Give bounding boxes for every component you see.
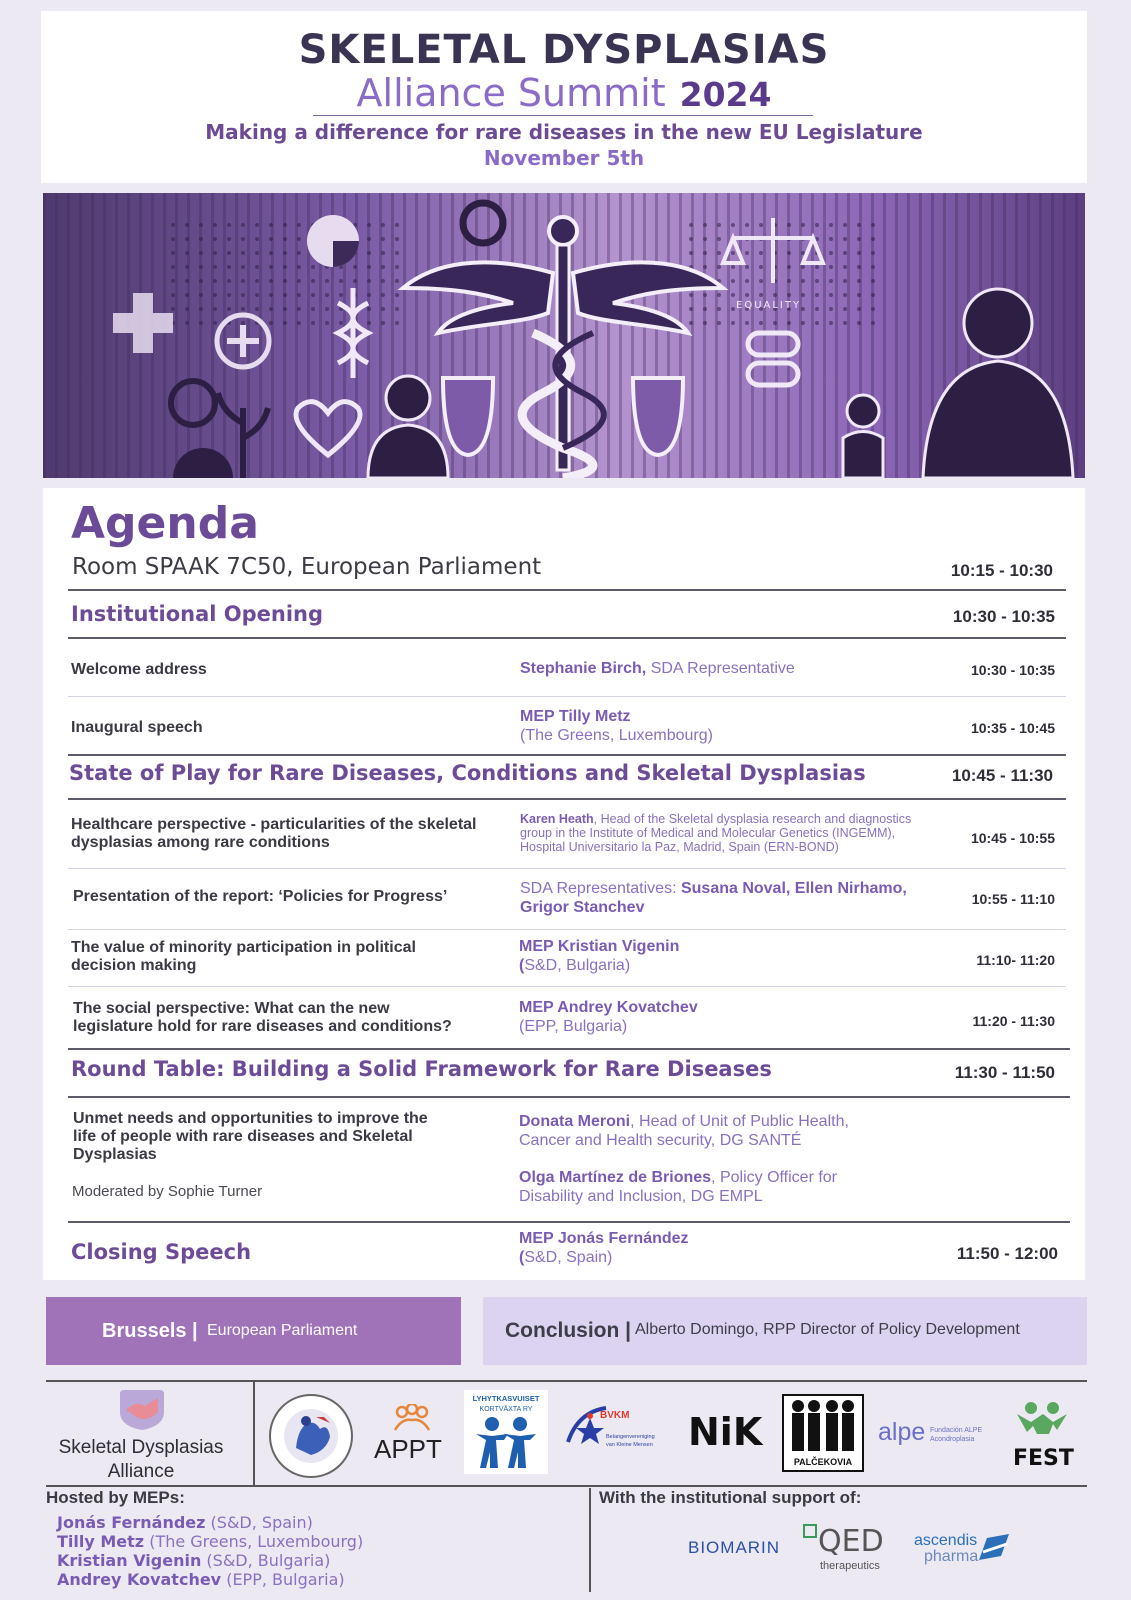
divider (253, 1382, 255, 1485)
fest-logo-icon (1013, 1400, 1071, 1436)
divider (68, 986, 1066, 987)
agenda-item-speaker: Olga Martínez de Briones, Policy Officer for Disability and Inclusion, DG EMPL (519, 1169, 838, 1205)
svg-text:KORTVÄXTA RY: KORTVÄXTA RY (479, 1406, 533, 1413)
section-title-opening: Institutional Opening (71, 602, 324, 626)
section-time-state-of-play: 10:45 - 11:30 (951, 766, 1053, 785)
agenda-item-title: The social perspective: What can the new legislature hold for rare diseases and conditions? (73, 1000, 452, 1035)
mep-host: Kristian Vigenin (S&D, Bulgaria) (57, 1551, 331, 1570)
svg-text:Belangenvereniging: Belangenvereniging (606, 1434, 655, 1440)
sda-logo-icon (118, 1386, 166, 1432)
agenda-item-title: Welcome address (71, 661, 207, 678)
mep-host: Andrey Kovatchev (EPP, Bulgaria) (57, 1570, 345, 1589)
event-subtitle-line (41, 71, 1087, 115)
section-time-closing: 11:50 - 12:00 (956, 1244, 1058, 1263)
agenda-item-time: 10:45 - 10:55 (970, 830, 1055, 846)
agenda-item-title: Unmet needs and opportunities to improve the life of people with rare diseases and Skeletal Dysplasias (73, 1110, 428, 1163)
agenda-item-title: Presentation of the report: ‘Policies for Progress’ (73, 888, 448, 905)
section-title-state-of-play: State of Play for Rare Diseases, Conditions and Skeletal Dysplasias (69, 761, 866, 785)
agenda-item-time: 11:10- 11:20 (976, 952, 1055, 968)
agenda-item-time: 11:20 - 11:30 (972, 1013, 1055, 1029)
agenda-item-title: The value of minority participation in political decision making (71, 939, 416, 974)
event-date: November 5th (483, 146, 645, 170)
divider (68, 868, 1066, 869)
equality-text: EQUALITY (736, 300, 802, 311)
divider (68, 1048, 1070, 1050)
mep-host: Tilly Metz (The Greens, Luxembourg) (57, 1532, 364, 1551)
little-people-bulgaria-logo (268, 1393, 354, 1479)
moderator: Moderated by Sophie Turner (72, 1183, 263, 1200)
agenda-item-title: Inaugural speech (71, 719, 203, 736)
divider (68, 1221, 1070, 1223)
appt-logo-icon (392, 1404, 432, 1432)
agenda-item-speaker: MEP Jonás Fernández (S&D, Spain) (519, 1230, 689, 1266)
agenda-item-time: 10:30 - 10:35 (970, 662, 1055, 678)
agenda-item-time: 10:55 - 11:10 (971, 891, 1055, 907)
sda-logo-text: Skeletal Dysplasias Alliance (58, 1437, 224, 1482)
section-title-closing: Closing Speech (71, 1240, 252, 1264)
agenda-item-time: 10:35 - 10:45 (970, 720, 1055, 736)
palcekovia-people-icon (784, 1396, 862, 1454)
agenda-item-title: Healthcare perspective - particularities of the skeletal dysplasias among rare conditions (71, 816, 477, 851)
qed-logo-text: QED (818, 1524, 884, 1559)
agenda-item-speaker: MEP Tilly Metz (The Greens, Luxembourg) (520, 708, 713, 744)
agenda-item-speaker: MEP Andrey Kovatchev (EPP, Bulgaria) (519, 999, 698, 1035)
ascendis-logo-text: ascendis pharma (914, 1532, 979, 1565)
mep-host: Jonás Fernández (S&D, Spain) (57, 1513, 313, 1532)
alpe-logo-text: alpe (878, 1418, 926, 1446)
agenda-title: Agenda (71, 498, 259, 549)
event-title: SKELETAL DYSPLASIAS (298, 27, 830, 73)
conclusion-label: Conclusion | (505, 1319, 632, 1342)
location-label: Brussels | (102, 1320, 198, 1342)
header (41, 11, 1087, 183)
conclusion-bar (483, 1297, 1087, 1365)
divider (68, 754, 1066, 756)
section-time-round-table: 11:30 - 11:50 (954, 1063, 1055, 1082)
agenda-item-speaker: SDA Representatives: Susana Noval, Ellen Nirhamo, Grigor Stanchev (520, 880, 907, 916)
svg-text:BVKM: BVKM (600, 1410, 630, 1421)
nik-logo: NiK (688, 1410, 763, 1454)
alpe-logo-subtext: Fundación ALPE Acondroplasia (930, 1427, 983, 1443)
location-value: European Parliament (207, 1322, 358, 1339)
bvkm-logo (566, 1402, 670, 1452)
hosted-by-label: Hosted by MEPs: (46, 1488, 185, 1507)
agenda-item-speaker: Donata Meroni, Head of Unit of Public Health, Cancer and Health security, DG SANTÉ (519, 1113, 849, 1149)
divider (68, 1096, 1070, 1098)
agenda-item-speaker: Stephanie Birch, SDA Representative (520, 660, 795, 677)
section-title-round-table: Round Table: Building a Solid Framework for Rare Diseases (71, 1057, 772, 1081)
section-time-opening: 10:30 - 10:35 (952, 607, 1055, 626)
room-time: 10:15 - 10:30 (950, 561, 1053, 580)
event-tagline: Making a difference for rare diseases in the new EU Legislature (205, 120, 923, 144)
support-label: With the institutional support of: (599, 1488, 862, 1507)
palcekovia-text: PALČEKOVIA (793, 1457, 853, 1467)
ascendis-logo-icon (977, 1532, 1011, 1562)
divider (46, 1380, 1087, 1382)
divider (68, 637, 1066, 639)
banner-illustration (43, 193, 1085, 478)
divider (68, 929, 1066, 930)
room-location: Room SPAAK 7C50, European Parliament (72, 554, 542, 580)
qed-logo-subtext: therapeutics (820, 1560, 880, 1572)
event-year: 2024 (679, 75, 772, 114)
svg-text:LYHYTKASVUISET: LYHYTKASVUISET (472, 1394, 540, 1403)
event-name: Alliance Summit (356, 71, 666, 115)
header-divider (313, 115, 813, 116)
divider (46, 1485, 1087, 1487)
divider (589, 1488, 591, 1592)
lyhytkasvuiset-figures-icon (464, 1390, 548, 1474)
location-bar (46, 1297, 461, 1365)
divider (68, 589, 1066, 591)
agenda-item-speaker: Karen Heath, Head of the Skeletal dysplasia research and diagnostics group in the Institute of Medical and Molecular Genetics (INGEMM), Hospital Universitario la Paz, Madrid, Spain (ERN-BOND) (520, 812, 912, 854)
divider (68, 696, 1066, 697)
agenda-panel (43, 488, 1085, 1280)
banner-art (43, 193, 1085, 478)
fest-logo-text: FEST (1013, 1446, 1074, 1471)
lyhytkasvuiset-logo (464, 1390, 548, 1474)
conclusion-value: Alberto Domingo, RPP Director of Policy Development (635, 1321, 1020, 1338)
divider (68, 798, 1066, 800)
palcekovia-logo (782, 1394, 864, 1472)
svg-text:van Kleine Mensen: van Kleine Mensen (606, 1442, 653, 1448)
biomarin-logo: BIOMARIN (688, 1538, 781, 1557)
appt-logo-text: APPT (374, 1434, 442, 1464)
qed-logo-icon (803, 1524, 817, 1538)
agenda-item-speaker: MEP Kristian Vigenin (S&D, Bulgaria) (519, 938, 680, 974)
